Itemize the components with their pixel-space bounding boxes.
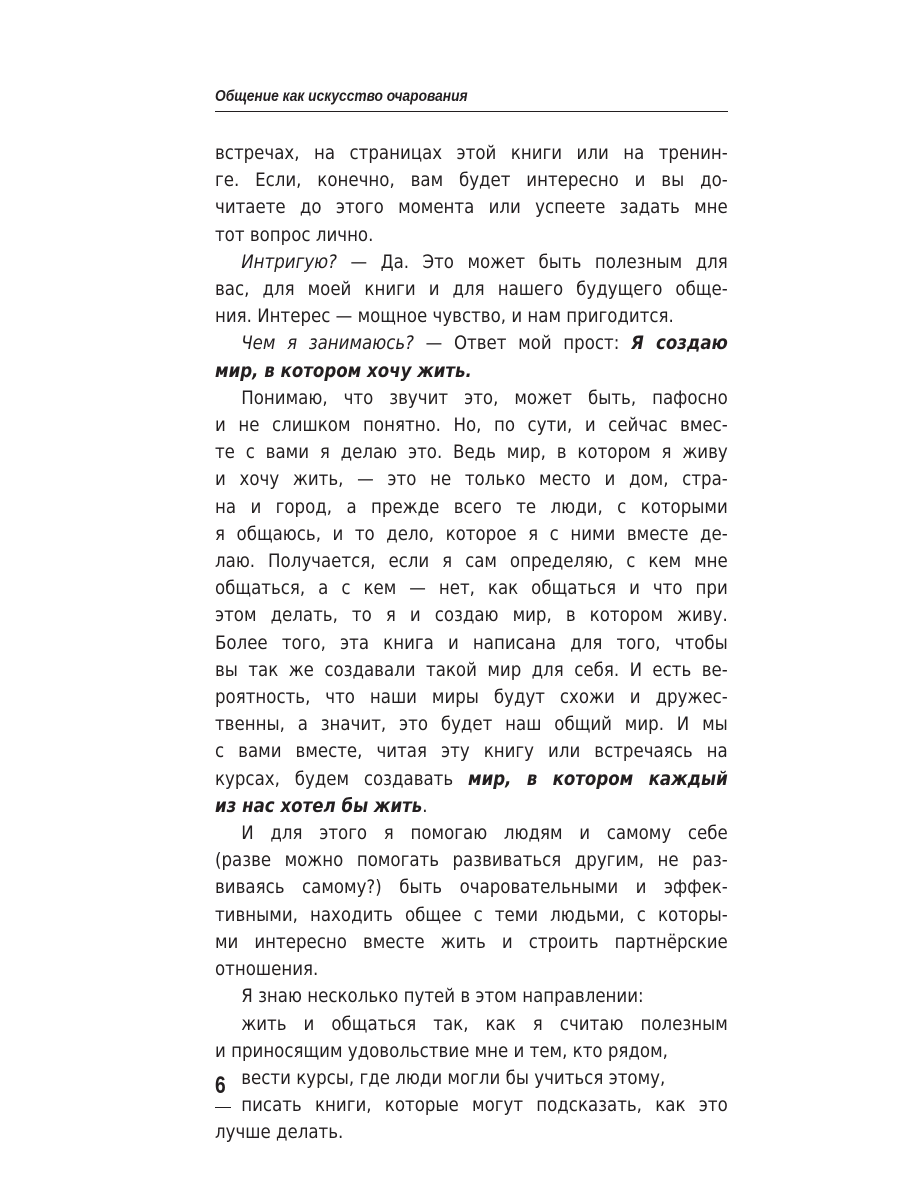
page-body [215,140,728,1147]
text-line [215,249,728,276]
text-line: на и город, а прежде всего те люди, с которыми [215,495,728,518]
text-line: читаете до этого момента или успеете задать мне [215,196,728,219]
text-line: вести курсы, где люди могли бы учиться этому, [241,1066,666,1089]
text-line: роятность, что наши миры будут схожи и дружес- [215,686,728,709]
italic-phrase: Чем я занимаюсь? [241,332,414,355]
text-line [215,793,728,820]
italic-phrase: Интригую? [241,250,337,273]
text-line: ния. Интерес — мощное чувство, и нам пригодится. [215,305,674,328]
text-span: курсах, будем создавать [215,767,468,790]
text-line: я общаюсь, и то дело, которое я с ними вместе де- [215,522,728,545]
text-line: с вами вместе, читая эту книгу или встречаясь на [215,740,728,763]
text-line: Понимаю, что звучит это, может быть, пафосно [241,386,728,409]
text-line: лаю. Получается, если я сам определяю, с кем мне [215,550,728,573]
text-line: виваясь самому?) быть очаровательными и эффек- [215,876,728,899]
text-span: . [422,794,428,817]
text-line [215,330,728,357]
text-line [215,358,728,385]
text-line: и хочу жить, — это не только место и дом, стра- [215,468,728,491]
text-line: твенны, а значит, это будет наш общий мир. И мы [215,713,728,736]
text-line [215,766,728,793]
text-line: и не слишком понятно. Но, по сути, и сейчас вмес- [215,414,728,437]
text-line: лучше делать. [215,1121,344,1144]
text-line: тот вопрос лично. [215,223,374,246]
page-number: 6 [215,1072,226,1099]
text-line: отношения. [215,958,319,981]
text-line: ми интересно вместе жить и строить партнёрские [215,930,728,953]
bold-italic-phrase: из нас хотел бы жить [215,794,423,817]
text-span: — Ответ мой прост: [413,332,632,355]
text-line: Более того, эта книга и написана для того, чтобы [215,631,728,654]
text-line: общаться, а с кем — нет, как общаться и что при [215,577,728,600]
text-line: вас, для моей книги и для нашего будущего обще- [215,278,728,301]
bold-italic-phrase: мир, в котором каждый [467,767,728,790]
text-line: этом делать, то я и создаю мир, в котором живу. [215,604,728,627]
bold-italic-phrase: мир, в котором хочу жить. [215,359,472,382]
text-line: писать книги, которые могут подсказать, как это [241,1094,728,1117]
page-number-rule [215,1107,231,1108]
header-rule [215,111,728,112]
body-column [215,140,728,1147]
text-line: И для этого я помогаю людям и самому себе [241,822,728,845]
text-line: жить и общаться так, как я считаю полезным [241,1012,728,1035]
text-line: вы так же создавали такой мир для себя. И есть ве- [215,658,728,681]
text-line: (разве можно помогать развиваться другим, не раз- [215,849,728,872]
bold-italic-phrase: Я создаю [631,332,728,355]
text-line: те с вами я делаю это. Ведь мир, в котором я живу [215,441,728,464]
text-line: тивными, находить общее с теми людьми, с которы- [215,903,728,926]
text-line: и приносящим удовольствие мне и тем, кто рядом, [215,1039,668,1062]
text-line: ге. Если, конечно, вам будет интересно и вы до- [215,169,728,192]
text-line: встречах, на страницах этой книги или на тренин- [215,142,728,164]
text-span: — Да. Это может быть полезным для [336,250,728,273]
running-title: Общение как искусство очарования [215,88,468,105]
text-line: Я знаю несколько путей в этом направлении: [241,985,644,1008]
